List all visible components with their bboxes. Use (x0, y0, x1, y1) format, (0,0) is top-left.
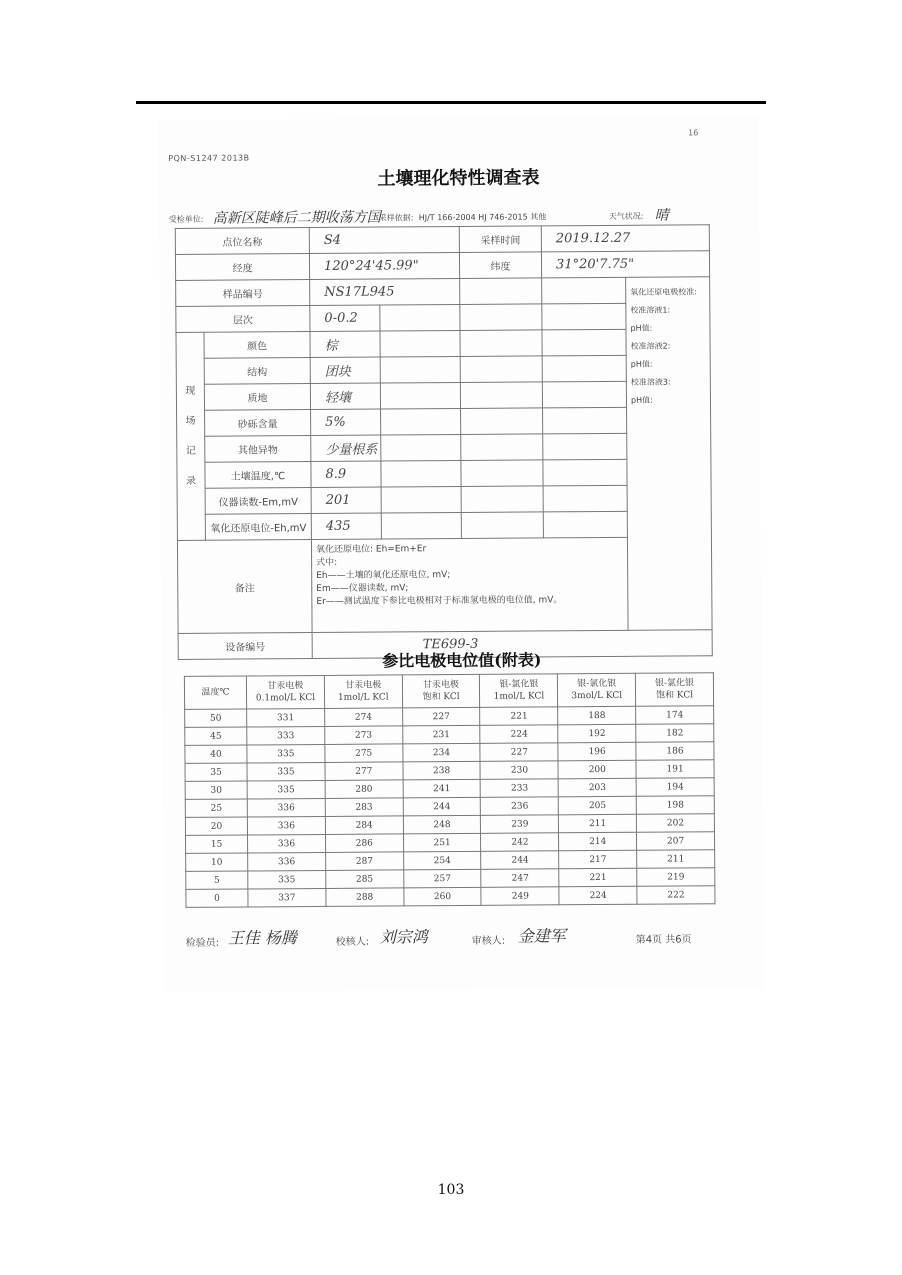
potential-cell: 205 (559, 796, 637, 815)
potential-cell: 227 (402, 707, 480, 726)
potential-cell: 214 (559, 832, 637, 851)
potential-cell: 283 (325, 798, 403, 817)
temperature-cell: 40 (185, 745, 247, 763)
potential-cell: 331 (247, 708, 325, 727)
potential-cell: 247 (481, 869, 559, 888)
potential-cell: 285 (326, 870, 404, 889)
potential-cell: 260 (404, 887, 482, 906)
column-header-line: 3mol/L KCl (571, 690, 623, 702)
potential-cell: 191 (636, 760, 714, 779)
field-value: 201 (311, 487, 381, 513)
redox-line: 校准溶液2: (630, 341, 671, 351)
column-header-line: 甘汞电极 (422, 680, 460, 691)
latitude-label: 纬度 (459, 252, 541, 279)
document-code: PQN-S1247 2013B (168, 153, 250, 164)
remark-line: Eh——土壤的氧化还原电位, mV; (316, 570, 451, 582)
redox-line: pH值: (630, 323, 653, 333)
potential-cell: 224 (559, 886, 637, 905)
redox-line: 氧化还原电极校准: (630, 287, 697, 297)
page-count: 第4页 共6页 (635, 934, 692, 946)
potential-cell: 286 (325, 834, 403, 853)
sampling-time-label: 采样时间 (459, 226, 541, 253)
sample-no-label: 样品编号 (176, 280, 310, 307)
potential-cell: 280 (325, 780, 403, 799)
potential-cell: 186 (636, 742, 714, 761)
potential-cell: 211 (559, 814, 637, 833)
potential-cell: 337 (248, 888, 326, 907)
field-label: 砂砾含量 (205, 410, 311, 437)
potential-cell: 335 (248, 870, 326, 889)
table-row (176, 277, 710, 307)
corner-mark: 16 (688, 128, 699, 138)
latitude-value: 31°20'7.75" (541, 251, 709, 278)
potential-cell: 230 (480, 761, 558, 780)
field-record-label: 现 场 记 录 (176, 332, 205, 540)
field-label: 土壤温度,℃ (205, 462, 311, 489)
remarks-label: 备注 (177, 540, 312, 634)
field-value: 435 (311, 513, 381, 539)
potential-cell: 236 (481, 797, 559, 816)
potential-cell: 174 (636, 706, 714, 725)
redox-line: 校准溶液1: (630, 305, 671, 315)
column-header-line: 0.1mol/L KCl (255, 693, 316, 704)
potential-cell: 241 (403, 779, 481, 798)
potential-cell: 274 (324, 708, 402, 727)
field-value: 少量根系 (311, 435, 381, 461)
potential-cell: 200 (558, 760, 636, 779)
field-label: 颜色 (204, 332, 310, 359)
temperature-cell: 25 (185, 799, 247, 817)
scanned-form (158, 116, 764, 992)
potential-cell: 287 (325, 852, 403, 871)
blank-cell (460, 278, 542, 305)
potential-cell: 254 (403, 851, 481, 870)
column-header (402, 674, 480, 708)
column-header-line: 甘汞电极 (345, 680, 382, 691)
unit-value: 高新区陡峰后二期收荡方国 (212, 209, 381, 227)
potential-cell: 336 (248, 852, 326, 871)
potential-cell: 248 (403, 815, 481, 834)
potential-cell: 221 (480, 707, 558, 726)
potential-cell: 333 (247, 726, 325, 745)
reviewer-signature: 金建军 (517, 926, 566, 946)
potential-cell: 198 (636, 796, 714, 815)
potential-cell: 234 (403, 743, 481, 762)
column-header (558, 673, 636, 707)
remarks-content (311, 537, 712, 633)
redox-line: pH值: (630, 395, 653, 405)
blank-cell (542, 277, 626, 304)
checker-label: 校核人: (335, 936, 370, 948)
field-label: 氧化还原电位-Eh,mV (205, 514, 311, 541)
device-label: 设备编号 (178, 633, 312, 660)
temperature-cell: 30 (185, 781, 247, 799)
checker-signature: 刘宗鸿 (379, 927, 428, 947)
temperature-cell: 0 (186, 889, 248, 907)
column-header-line: 甘汞电极 (267, 681, 304, 692)
potential-cell: 222 (637, 886, 715, 905)
column-header (246, 675, 324, 709)
remark-line: 氧化还原电位: Eh=Em+Er (315, 544, 427, 556)
column-header (184, 676, 246, 709)
reference-electrode-table (184, 672, 716, 908)
potential-cell: 336 (247, 798, 325, 817)
basis-value: HJ/T 166-2004 HJ 746-2015 其他 (418, 212, 547, 223)
potential-cell: 249 (481, 887, 559, 906)
longitude-value: 120°24'45.99" (309, 252, 459, 279)
potential-cell: 233 (481, 779, 559, 798)
temperature-cell: 45 (185, 727, 247, 745)
field-label: 其他异物 (205, 436, 311, 463)
potential-cell: 275 (325, 744, 403, 763)
temperature-cell: 5 (186, 871, 248, 889)
potential-cell: 217 (559, 850, 637, 869)
potential-cell: 277 (325, 762, 403, 781)
temperature-cell: 50 (185, 709, 247, 727)
column-header-line: 饱和 KCl (656, 690, 694, 701)
column-header-line: 银-氯化银 (499, 679, 539, 690)
potential-cell: 239 (481, 815, 559, 834)
potential-cell: 219 (637, 868, 715, 887)
potential-cell: 335 (247, 780, 325, 799)
potential-cell: 335 (247, 744, 325, 763)
page-number: 103 (437, 1182, 465, 1198)
potential-cell: 192 (558, 724, 636, 743)
table-row (186, 886, 715, 908)
potential-cell: 336 (248, 834, 326, 853)
temperature-cell: 20 (185, 817, 247, 835)
temperature-cell: 10 (186, 853, 248, 871)
header-rule (136, 101, 766, 104)
reviewer-label: 审核人: (471, 935, 506, 947)
potential-cell: 242 (481, 833, 559, 852)
column-header (480, 674, 558, 708)
potential-cell: 227 (480, 743, 558, 762)
potential-cell: 202 (637, 814, 715, 833)
temperature-cell: 15 (186, 835, 248, 853)
potential-cell: 251 (403, 833, 481, 852)
potential-cell: 188 (558, 706, 636, 725)
potential-cell: 244 (481, 851, 559, 870)
column-header-line: 银-氯化银 (654, 678, 695, 689)
field-label: 结构 (204, 358, 310, 385)
sampling-time-value: 2019.12.27 (541, 225, 709, 252)
column-header-line: 银-氯化银 (577, 678, 617, 690)
field-value: 5% (311, 409, 381, 435)
field-label: 仪器读数-Em,mV (205, 488, 311, 515)
longitude-label: 经度 (175, 254, 309, 281)
potential-cell: 211 (637, 850, 715, 869)
column-header-line: 温度℃ (201, 687, 230, 698)
table-row (175, 225, 709, 255)
field-value: 团块 (310, 357, 380, 383)
potential-cell: 336 (247, 816, 325, 835)
column-header-line: 1mol/L KCl (337, 692, 389, 703)
unit-label: 受检单位: (168, 214, 204, 225)
potential-cell: 207 (637, 832, 715, 851)
table-row (177, 537, 712, 634)
potential-cell: 224 (480, 725, 558, 744)
layer-label: 层次 (176, 306, 310, 333)
weather-label: 天气状况: (608, 211, 644, 221)
temperature-cell: 35 (185, 763, 247, 781)
form-title: 土壤理化特性调查表 (377, 167, 540, 190)
potential-cell: 196 (558, 742, 636, 761)
potential-cell: 194 (636, 778, 714, 797)
remark-line: Er——测试温度下参比电极相对于标准氢电极的电位值, mV。 (316, 595, 563, 608)
redox-line: 校准溶液3: (630, 377, 671, 387)
field-value: 8.9 (311, 461, 381, 487)
reference-table-title: 参比电极电位值(附表) (382, 650, 542, 671)
table-row (175, 251, 709, 281)
signature-row (186, 916, 716, 960)
table-header-row (184, 673, 713, 710)
sample-no-value: NS17L945 (310, 278, 460, 305)
field-value: 轻壤 (310, 383, 380, 409)
field-value: 棕 (310, 331, 380, 357)
potential-cell: 244 (403, 797, 481, 816)
device-value: TE699-3 (312, 630, 712, 659)
inspector-signature: 王佳 杨腾 (227, 928, 297, 948)
column-header-line: 饱和 KCl (422, 692, 460, 703)
potential-cell: 273 (325, 726, 403, 745)
potential-cell: 284 (325, 816, 403, 835)
potential-cell: 182 (636, 724, 714, 743)
column-header (636, 673, 714, 707)
layer-value: 0-0.2 (310, 305, 380, 331)
field-label: 质地 (204, 384, 310, 411)
remark-line: 式中: (316, 557, 338, 569)
remark-line: Em——仪器读数, mV; (316, 583, 409, 595)
survey-table (175, 224, 713, 660)
point-name-value: S4 (309, 226, 459, 253)
column-header-line: 1mol/L KCl (493, 691, 545, 702)
potential-cell: 203 (558, 778, 636, 797)
potential-cell: 221 (559, 868, 637, 887)
column-header (324, 675, 402, 709)
potential-cell: 231 (402, 725, 480, 744)
potential-cell: 288 (326, 888, 404, 907)
weather-value: 晴 (654, 207, 669, 224)
potential-cell: 335 (247, 762, 325, 781)
inspector-label: 检验员: (185, 937, 220, 949)
point-name-label: 点位名称 (175, 228, 309, 255)
basis-label: 采样依据: (378, 213, 414, 223)
potential-cell: 257 (403, 869, 481, 888)
redox-line: pH值: (630, 359, 653, 369)
potential-cell: 238 (403, 761, 481, 780)
